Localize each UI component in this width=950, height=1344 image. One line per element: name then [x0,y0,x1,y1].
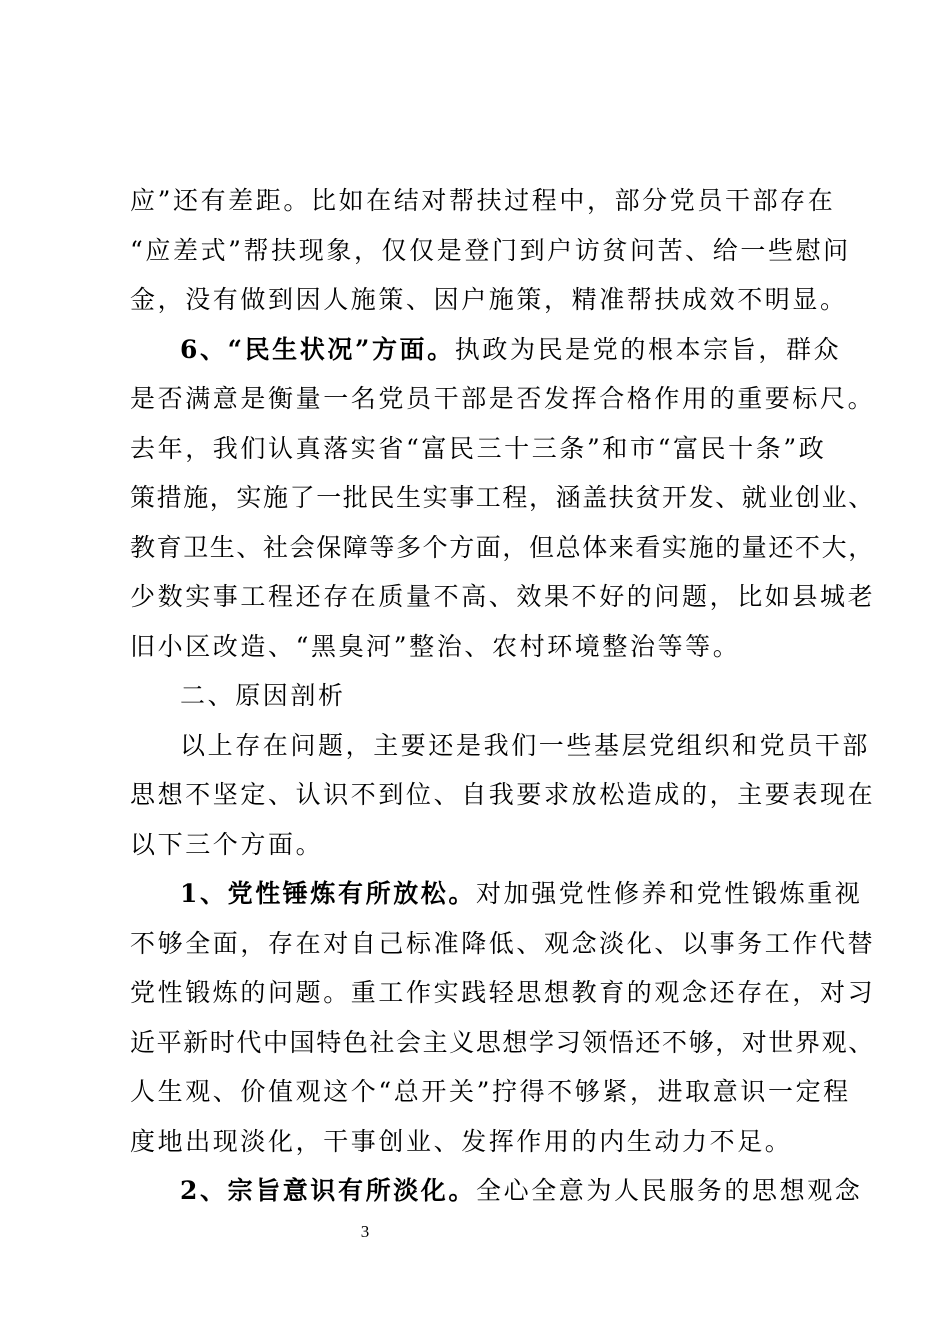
text-line: 少数实事工程还存在质量不高、效果不好的问题，比如县城老 [130,582,876,611]
section-heading-purpose: 2、宗旨意识有所淡化。 [180,1176,476,1205]
text-line: 去年，我们认真落实省“富民三十三条”和市“富民十条”政 [130,433,827,463]
text-line: 金，没有做到因人施策、因户施策，精准帮扶成效不明显。 [130,285,848,314]
text-line: 党性锻炼的问题。重工作实践轻思想教育的观念还存在，对习 [130,978,876,1007]
text-line: 以下三个方面。 [130,829,324,859]
text-line: 人生观、价值观这个“总开关”拧得不够紧，进取意识一定程 [130,1077,851,1106]
text-line: 不够全面，存在对自己标准降低、观念淡化、以事务工作代替 [130,928,876,958]
text-line: 思想不坚定、认识不到位、自我要求放松造成的，主要表现在 [130,780,876,809]
heading-cause-analysis: 二、原因剖析 [180,681,346,710]
section-heading-party-spirit: 1、党性锤炼有所放松。 [180,879,476,908]
text-run: 全心全意为人民服务的思想观念 [476,1176,863,1205]
text-line: 度地出现淡化，干事创业、发挥作用的内生动力不足。 [130,1126,793,1156]
section-heading-line [130,325,842,375]
text-line: 近平新时代中国特色社会主义思想学习领悟还不够，对世界观、 [130,1027,875,1057]
text-line: 应”还有差距。比如在结对帮扶过程中，部分党员干部存在 [130,186,836,215]
section-heading-livelihood: 6、“民生状况”方面。 [180,334,455,364]
text-run: 对加强党性修养和党性锻炼重视 [476,879,863,908]
page-number: 3 [360,1222,370,1241]
text-run: 执政为民是党的根本宗旨，群众 [454,334,842,364]
text-line: 策措施，实施了一批民生实事工程，涵盖扶贫开发、就业创业、 [130,483,875,512]
text-line: 是否满意是衡量一名党员干部是否发挥合格作用的重要标尺。 [130,384,876,413]
text-line: 教育卫生、社会保障等多个方面，但总体来看实施的量还不大， [130,532,875,562]
text-line: 以上存在问题，主要还是我们一些基层党组织和党员干部 [180,730,871,760]
text-line: “应差式”帮扶现象，仅仅是登门到户访贫问苦、给一些慰问 [130,235,851,265]
document-body [130,176,876,1216]
section-heading-line [130,1166,863,1216]
text-line: 旧小区改造、“黑臭河”整治、农村环境整治等等。 [130,631,741,661]
section-heading-line [130,869,863,919]
